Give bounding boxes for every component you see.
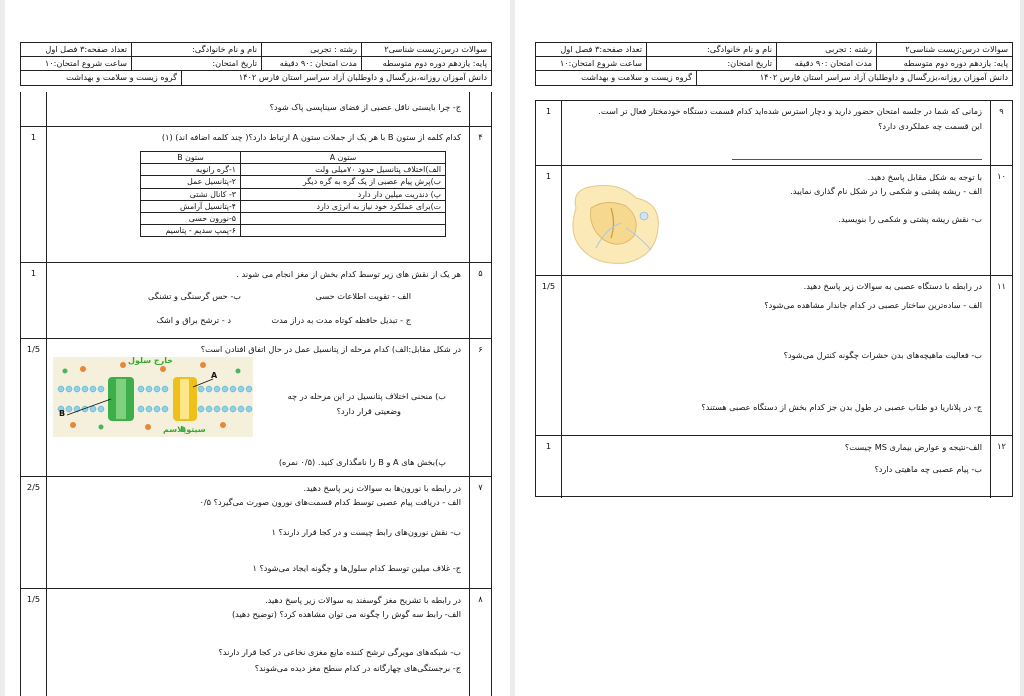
column-a-item: الف)اختلاف پتانسیل حدود ۷۰میلی ولت bbox=[241, 164, 446, 176]
question-6c: پ)بخش های A و B را نامگذاری کنید. (۰/۵ نمره) bbox=[278, 457, 446, 467]
question-12b: ب- پیام عصبی چه ماهیتی دارد؟ bbox=[874, 464, 982, 474]
question-number: ۹ bbox=[990, 101, 1012, 165]
header-start: ساعت شروع امتحان:۱۰ bbox=[44, 58, 127, 68]
column-b-item: ۳- کانال نشتی bbox=[141, 188, 241, 200]
question-number: ۴ bbox=[469, 127, 491, 262]
question-score: 1/5 bbox=[21, 339, 47, 476]
header-field: رشته : تجربی bbox=[776, 43, 876, 56]
questions-body bbox=[535, 100, 1013, 497]
question-3-tail bbox=[21, 92, 491, 126]
question-score: 1 bbox=[536, 166, 562, 275]
question-5c: ج - تبدیل حافظه کوتاه مدت به دراز مدت bbox=[271, 315, 411, 325]
column-a-item: پ) دندریت میلین دار دارد bbox=[241, 188, 446, 200]
question-10b: ب- نقش ریشه پشتی و شکمی را بنویسید. bbox=[838, 214, 982, 224]
question-score: 2/5 bbox=[21, 477, 47, 588]
question-4 bbox=[21, 126, 491, 262]
exam-page-3 bbox=[515, 0, 1020, 696]
header-name: نام و نام خانوادگی: bbox=[131, 43, 261, 56]
label-a: A bbox=[211, 371, 218, 380]
question-5d: د - ترشح براق و اشک bbox=[156, 315, 231, 325]
question-8a: الف- رابط سه گوش را چگونه می توان مشاهده کرد؟ (توضیح دهید) bbox=[231, 609, 461, 619]
column-b-item: ۴-پتانسیل آرامش bbox=[141, 200, 241, 212]
header-start: ساعت شروع امتحان:۱۰ bbox=[559, 58, 642, 68]
question-9-line1: زمانی که شما در جلسه امتحان حضور دارید و دچار استرس شده‌اید کدام قسمت دستگاه خودمختار فعال تر است. bbox=[598, 106, 982, 116]
label-b: B bbox=[59, 409, 66, 418]
question-11c: ج- در پلاناریا دو طناب عصبی در طول بدن جز کدام بخش از دستگاه عصبی هستند؟ bbox=[701, 402, 982, 412]
question-8-stem: در رابطه با تشریح مغز گوسفند به سوالات زیر پاسخ دهید. bbox=[265, 595, 461, 605]
question-5-stem: هر یک از نقش های زیر توسط کدام بخش از مغز انجام می شوند . bbox=[236, 269, 461, 279]
column-b-item: ۵-نورون حسی bbox=[141, 212, 241, 224]
question-4-stem: کدام کلمه از ستون B با هر یک از جملات ستون A ارتباط دارد؟( چند کلمه اضافه اند) (۱) bbox=[161, 132, 461, 142]
question-7 bbox=[21, 476, 491, 588]
question-score: 1 bbox=[21, 263, 47, 338]
question-9 bbox=[536, 101, 1012, 165]
question-5b: ب- حس گرسنگی و تشنگی bbox=[147, 291, 241, 301]
question-6 bbox=[21, 338, 491, 476]
ion-channel-figure bbox=[53, 357, 253, 437]
question-number: ۷ bbox=[469, 477, 491, 588]
question-score: 1/5 bbox=[21, 589, 47, 696]
question-6b-line1: ب) منحنی اختلاف پتانسیل در این مرحله در چه bbox=[287, 391, 446, 401]
question-10a: الف - ریشه پشتی و شکمی را در شکل نام گذاری نمایید. bbox=[790, 186, 982, 196]
header-students: دانش آموزان روزانه،بزرگسال و داوطلبان آزاد سراسر استان فارس ۱۴۰۲ bbox=[181, 71, 491, 85]
question-score: 1 bbox=[21, 127, 47, 262]
question-score: 1 bbox=[536, 101, 562, 165]
column-a-header: ستون A bbox=[241, 152, 446, 164]
question-12 bbox=[536, 435, 1012, 498]
question-number: ۱۰ bbox=[990, 166, 1012, 275]
question-8b: ب- شبکه‌های مویرگی ترشح کننده مایع مغزی نخاعی در کجا قرار دارند؟ bbox=[218, 647, 461, 657]
question-number: ۸ bbox=[469, 589, 491, 696]
question-11b: ب- فعالیت ماهیچه‌های بدن حشرات چگونه کنترل می‌شود؟ bbox=[783, 350, 982, 360]
question-7c: ج- غلاف میلین توسط کدام سلول‌ها و چگونه ایجاد می‌شود؟ ۱ bbox=[252, 563, 461, 573]
exam-page-2 bbox=[5, 0, 510, 696]
question-number: ۱۱ bbox=[990, 276, 1012, 435]
header-group: گروه زیست و سلامت و بهداشت bbox=[66, 72, 177, 82]
question-score: 1/5 bbox=[536, 276, 562, 435]
header-field: رشته : تجربی bbox=[261, 43, 361, 56]
column-b-item: ۶-پمپ سدیم - پتاسیم bbox=[141, 225, 241, 237]
header-pages: تعداد صفحه:۳ فصل اول bbox=[560, 44, 642, 54]
header-pages: تعداد صفحه:۳ فصل اول bbox=[45, 44, 127, 54]
header-grade: پایه: یازدهم دوره دوم متوسطه bbox=[876, 57, 1012, 70]
question-9-line2: این قسمت چه عملکردی دارد؟ bbox=[878, 121, 982, 131]
exam-header bbox=[20, 42, 492, 86]
question-6b-line2: وضعیتی قرار دارد؟ bbox=[336, 406, 401, 416]
question-11a: الف - ساده‌ترین ساختار عصبی در کدام جاندار مشاهده می‌شود؟ bbox=[764, 300, 982, 310]
column-b-header: ستون B bbox=[141, 152, 241, 164]
header-course: سوالات درس:زیست شناسی۲ bbox=[361, 43, 491, 56]
question-10 bbox=[536, 165, 1012, 275]
question-8 bbox=[21, 588, 491, 696]
outside-cell-label: خارج سلول bbox=[128, 356, 174, 365]
header-name: نام و نام خانوادگی: bbox=[646, 43, 776, 56]
header-date: تاریخ امتحان: bbox=[131, 57, 261, 70]
matching-table bbox=[140, 151, 446, 237]
cytoplasm-label: سیتوپلاسم bbox=[163, 425, 206, 434]
questions-body bbox=[20, 92, 492, 696]
question-10-stem: با توجه به شکل مقابل پاسخ دهید. bbox=[867, 172, 982, 182]
header-students: دانش آموزان روزانه،بزرگسال و داوطلبان آزاد سراسر استان فارس ۱۴۰۲ bbox=[696, 71, 1012, 85]
question-score: 1 bbox=[536, 436, 562, 498]
header-date: تاریخ امتحان: bbox=[646, 57, 776, 70]
header-group: گروه زیست و سلامت و بهداشت bbox=[581, 72, 692, 82]
header-grade: پایه: یازدهم دوره دوم متوسطه bbox=[361, 57, 491, 70]
spinal-cord-figure bbox=[566, 178, 666, 268]
question-3c-text: ج- چرا بایستی ناقل عصبی از فضای سیناپسی پاک شود؟ bbox=[269, 102, 461, 112]
header-course: سوالات درس:زیست شناسی۲ bbox=[876, 43, 1012, 56]
column-b-item: ۱-گره رانویه bbox=[141, 164, 241, 176]
question-7b: ب- نقش نورون‌های رابط چیست و در کجا قرار دارند؟ ۱ bbox=[271, 527, 461, 537]
column-a-item: ت)برای عملکرد خود نیاز به انرژی دارد bbox=[241, 200, 446, 212]
question-7a: الف - دریافت پیام عصبی توسط کدام قسمت‌های نورون صورت می‌گیرد؟ ۰/۵ bbox=[199, 497, 461, 507]
question-12a: الف-نتیجه و عوارض بیماری MS چیست؟ bbox=[844, 442, 982, 452]
question-11-stem: در رابطه با دستگاه عصبی به سوالات زیر پاسخ دهید. bbox=[803, 281, 982, 291]
column-a-item bbox=[241, 225, 446, 237]
header-duration: مدت امتحان :۹۰ دقیقه bbox=[776, 57, 876, 70]
question-number: ۶ bbox=[469, 339, 491, 476]
question-8c: ج- برجستگی‌های چهارگانه در کدام سطح مغز دیده می‌شوند؟ bbox=[254, 663, 461, 673]
column-a-item: ب)پرش پیام عصبی از یک گره به گره دیگر bbox=[241, 176, 446, 188]
answer-line bbox=[732, 159, 982, 160]
column-b-item: ۲-پتانسیل عمل bbox=[141, 176, 241, 188]
header-duration: مدت امتحان :۹۰ دقیقه bbox=[261, 57, 361, 70]
question-5a: الف - تقویت اطلاعات حسی bbox=[315, 291, 411, 301]
column-a-item bbox=[241, 212, 446, 224]
question-7-stem: در رابطه با نورون‌ها به سوالات زیر پاسخ دهید. bbox=[303, 483, 461, 493]
question-number: ۵ bbox=[469, 263, 491, 338]
question-6-stem: در شکل مقابل:الف) کدام مرحله از پتانسیل عمل در حال اتفاق افتادن است؟ bbox=[200, 344, 461, 354]
question-11 bbox=[536, 275, 1012, 435]
exam-header bbox=[535, 42, 1013, 86]
question-5 bbox=[21, 262, 491, 338]
question-number: ۱۲ bbox=[990, 436, 1012, 498]
